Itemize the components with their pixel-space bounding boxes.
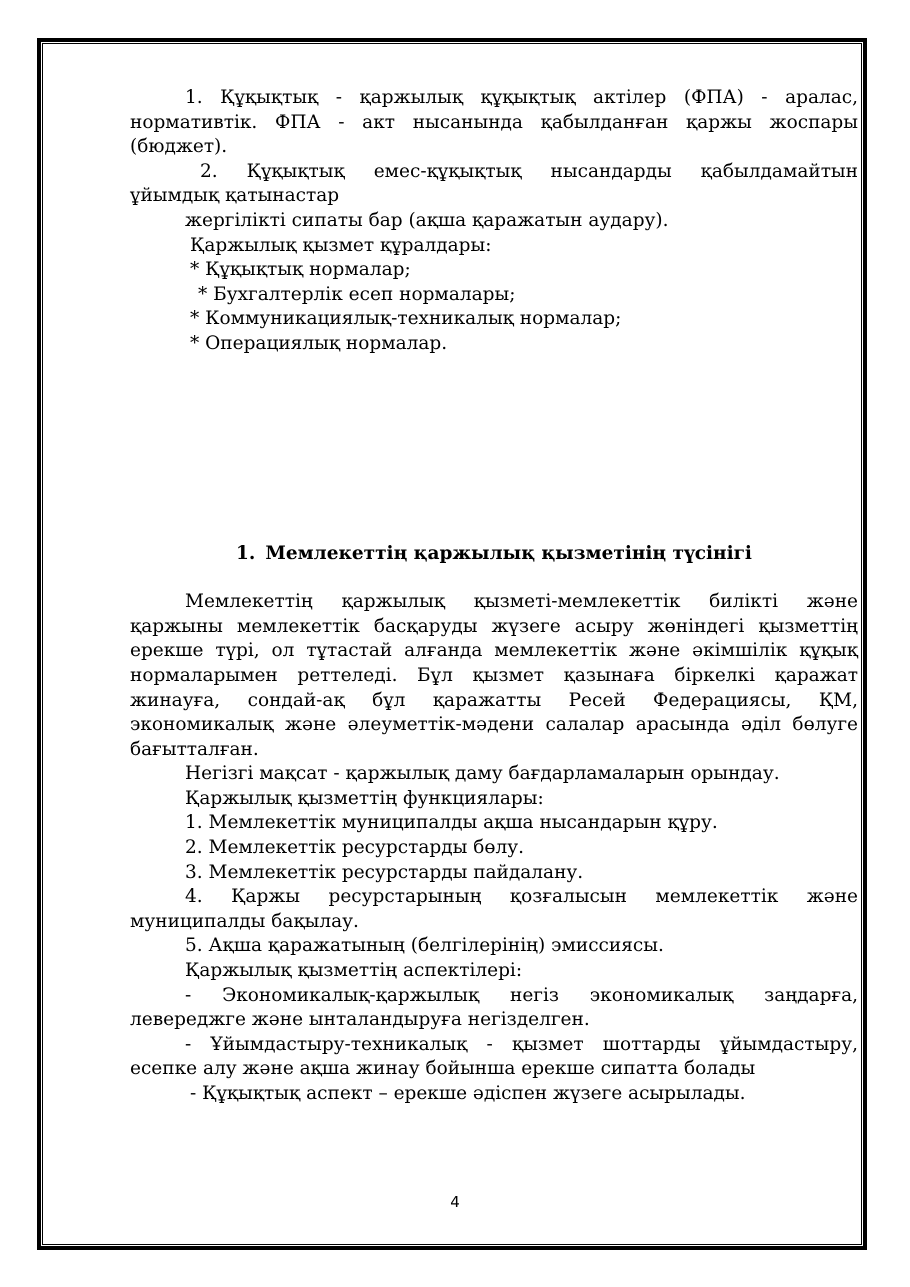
section-heading-title: Мемлекеттің қаржылық қызметінің түсінігі	[265, 542, 752, 564]
functions-item: 2. Мемлекеттік ресурстарды бөлу.	[185, 837, 524, 859]
tools-item: * Коммуникациялық-техникалық нормалар;	[190, 308, 622, 330]
tools-item: * Операциялық нормалар.	[190, 332, 448, 354]
functions-item: 4. Қаржы ресурстарының қозғалысын мемлекеттік және муниципалды бақылау.	[130, 886, 858, 932]
document-body	[130, 86, 858, 1107]
body-paragraph: Мемлекеттің қаржылық қызметі-мемлекеттік билікті және қаржыны мемлекеттік басқаруды жүзеге асыру жөніндегі қызметтің ерекше түрі, ол тұтастай алғанда мемлекеттік және әкімшілік құқық нормаларымен реттеледі. Бұл қызмет қазынаға біркелкі қаражат жинауға, сондай-ақ бұл қаражатты Ресей Федерациясы, ҚМ, экономикалық және әлеуметтік-мәдени салалар арасында әділ бөлуге бағытталған.	[130, 591, 858, 760]
tools-item: * Бухгалтерлік есеп нормалары;	[198, 283, 516, 305]
aspects-item: - Ұйымдастыру-техникалық - қызмет шоттарды ұйымдастыру, есепке алу және ақша жинау бойынша ерекше сипатта болады	[130, 1033, 858, 1080]
item2-third-line: жергілікті сипаты бар (ақша қаражатын аудару).	[185, 209, 669, 231]
page-number: 4	[450, 1193, 460, 1211]
aspects-title: Қаржылық қызметтің аспектілері:	[185, 960, 523, 982]
item1-continuation: нормативтік. ФПА - акт нысанында қабылданған қаржы жоспары (бюджет).	[130, 111, 858, 158]
functions-item: 1. Мемлекеттік муниципалды ақша нысандарын құру.	[185, 812, 718, 834]
item2-first-line: 2. Құқықтық емес-құқықтық нысандарды қабылдамайтын	[200, 160, 858, 182]
functions-title: Қаржылық қызметтің функциялары:	[185, 787, 544, 809]
functions-item: 5. Ақша қаражатының (белгілерінің) эмиссиясы.	[185, 935, 664, 957]
body-paragraph: Негізгі мақсат - қаржылық даму бағдарламаларын орындау.	[185, 763, 780, 785]
tools-title: Қаржылық қызмет құралдары:	[190, 234, 492, 256]
item1-first-line: 1. Құқықтық - қаржылық құқықтық актілер (ФПА) - аралас,	[185, 87, 858, 108]
aspects-item: - Экономикалық-қаржылық негіз экономикалық заңдарға, левереджге және ынталандыруға негізделген.	[130, 984, 858, 1031]
functions-item: 3. Мемлекеттік ресурстарды пайдалану.	[185, 861, 584, 883]
tools-item: * Құқықтық нормалар;	[190, 259, 411, 281]
section-heading	[130, 542, 858, 567]
item2-second-line: ұйымдық қатынастар	[130, 185, 340, 207]
aspects-item: - Құқықтық аспект – ерекше әдіспен жүзеге асырылады.	[190, 1083, 746, 1104]
section-heading-number: 1.	[236, 542, 256, 564]
